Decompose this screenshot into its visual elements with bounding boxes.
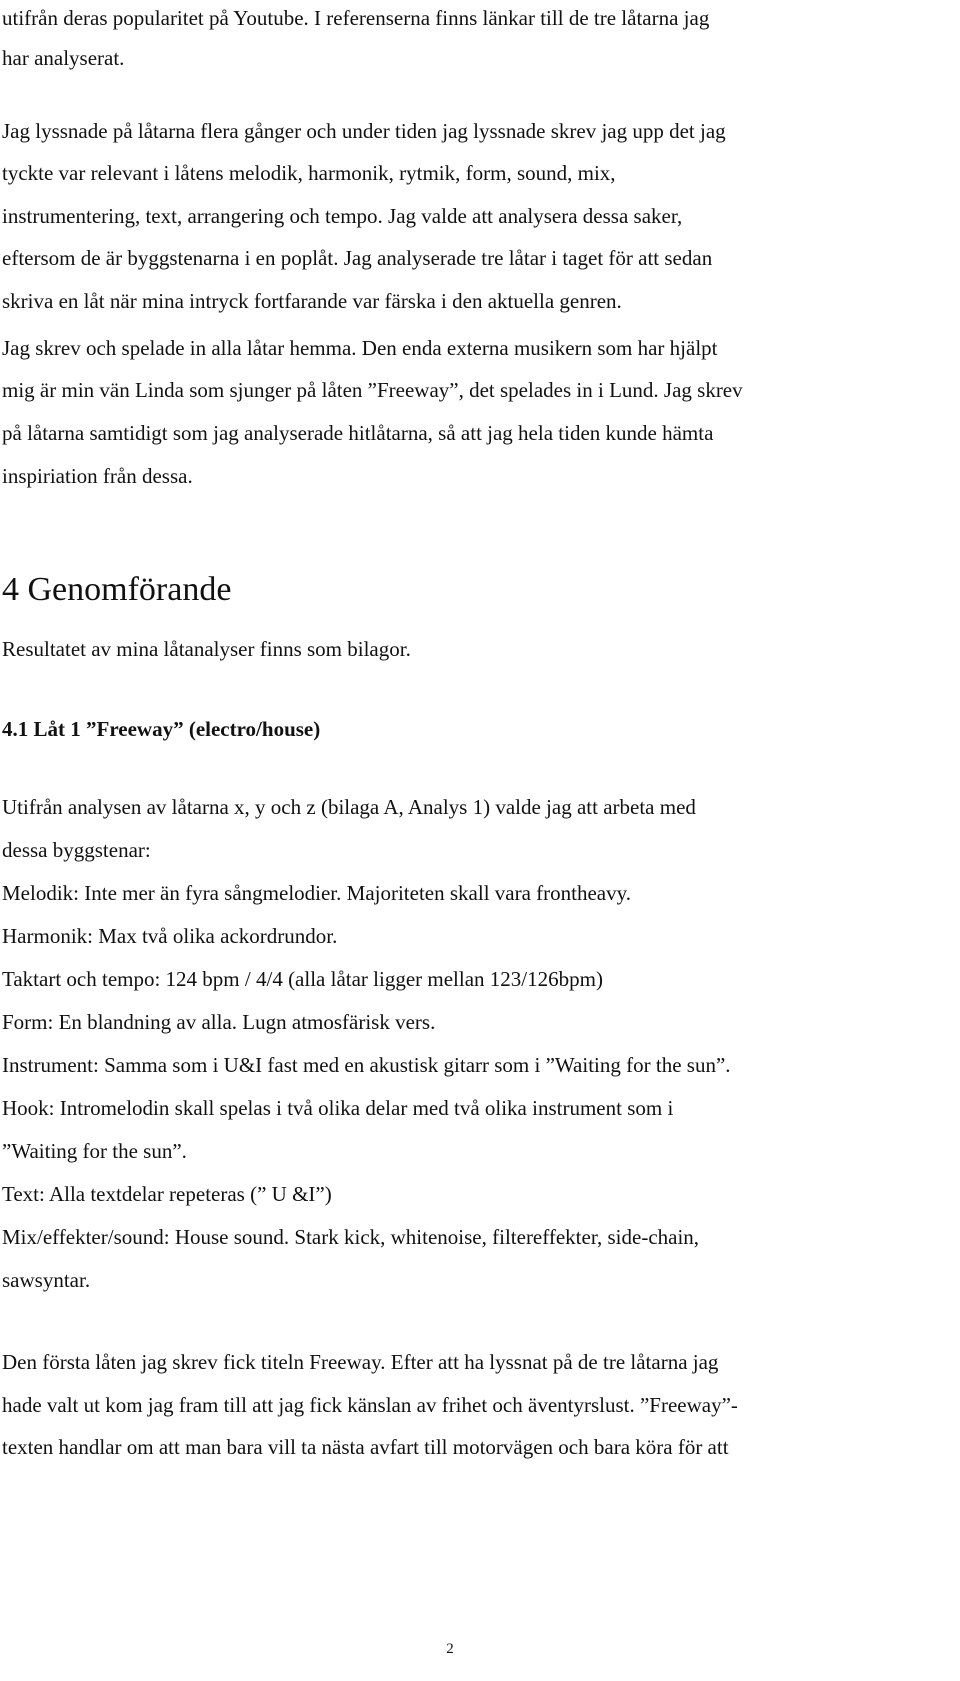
paragraph-line: ”Waiting for the sun”. (2, 1139, 187, 1163)
paragraph-line: tyckte var relevant i låtens melodik, harmonik, rytmik, form, sound, mix, (2, 161, 616, 185)
paragraph-line: Den första låten jag skrev fick titeln Freeway. Efter att ha lyssnat på de tre låtarna jag (2, 1350, 719, 1374)
paragraph-line: Jag lyssnade på låtarna flera gånger och under tiden jag lyssnade skrev jag upp det jag (2, 119, 726, 143)
paragraph-line: Harmonik: Max två olika ackordrundor. (2, 924, 338, 948)
paragraph-line: mig är min vän Linda som sjunger på låten ”Freeway”, det spelades in i Lund. Jag skrev (2, 378, 743, 402)
paragraph-line: Text: Alla textdelar repeteras (” U &I”) (2, 1182, 332, 1206)
paragraph-line: Hook: Intromelodin skall spelas i två olika delar med två olika instrument som i (2, 1096, 674, 1120)
paragraph-line: inspiriation från dessa. (2, 464, 193, 488)
paragraph-line: Jag skrev och spelade in alla låtar hemma. Den enda externa musikern som har hjälpt (2, 336, 718, 360)
paragraph-line: Taktart och tempo: 124 bpm / 4/4 (alla låtar ligger mellan 123/126bpm) (2, 967, 603, 991)
paragraph-line: Utifrån analysen av låtarna x, y och z (bilaga A, Analys 1) valde jag att arbeta med (2, 795, 696, 819)
paragraph-line: Mix/effekter/sound: House sound. Stark kick, whitenoise, filtereffekter, side-chain, (2, 1225, 700, 1249)
paragraph-line: på låtarna samtidigt som jag analyserade hitlåtarna, så att jag hela tiden kunde hämta (2, 421, 714, 445)
paragraph-line: har analyserat. (2, 46, 125, 70)
subsection-heading: 4.1 Låt 1 ”Freeway” (electro/house) (2, 717, 321, 741)
paragraph-line: Melodik: Inte mer än fyra sångmelodier. Majoriteten skall vara frontheavy. (2, 881, 632, 905)
paragraph-line: texten handlar om att man bara vill ta nästa avfart till motorvägen och bara köra för att (2, 1435, 729, 1459)
section-heading: 4 Genomförande (2, 571, 232, 608)
paragraph-line: hade valt ut kom jag fram till att jag fick känslan av frihet och äventyrslust. ”Freeway”- (2, 1393, 738, 1417)
paragraph-line: instrumentering, text, arrangering och tempo. Jag valde att analysera dessa saker, (2, 204, 683, 228)
paragraph-line: Resultatet av mina låtanalyser finns som bilagor. (2, 637, 411, 661)
paragraph-line: Instrument: Samma som i U&I fast med en akustisk gitarr som i ”Waiting for the sun”. (2, 1053, 731, 1077)
paragraph-line: utifrån deras popularitet på Youtube. I referenserna finns länkar till de tre låtarna jag (2, 6, 710, 30)
paragraph-line: Form: En blandning av alla. Lugn atmosfärisk vers. (2, 1010, 436, 1034)
paragraph-line: eftersom de är byggstenarna i en poplåt. Jag analyserade tre låtar i taget för att sedan (2, 246, 713, 270)
paragraph-line: dessa byggstenar: (2, 838, 151, 862)
page-number: 2 (446, 1641, 454, 1657)
paragraph-line: skriva en låt när mina intryck fortfarande var färska i den aktuella genren. (2, 289, 622, 313)
paragraph-line: sawsyntar. (2, 1268, 91, 1292)
